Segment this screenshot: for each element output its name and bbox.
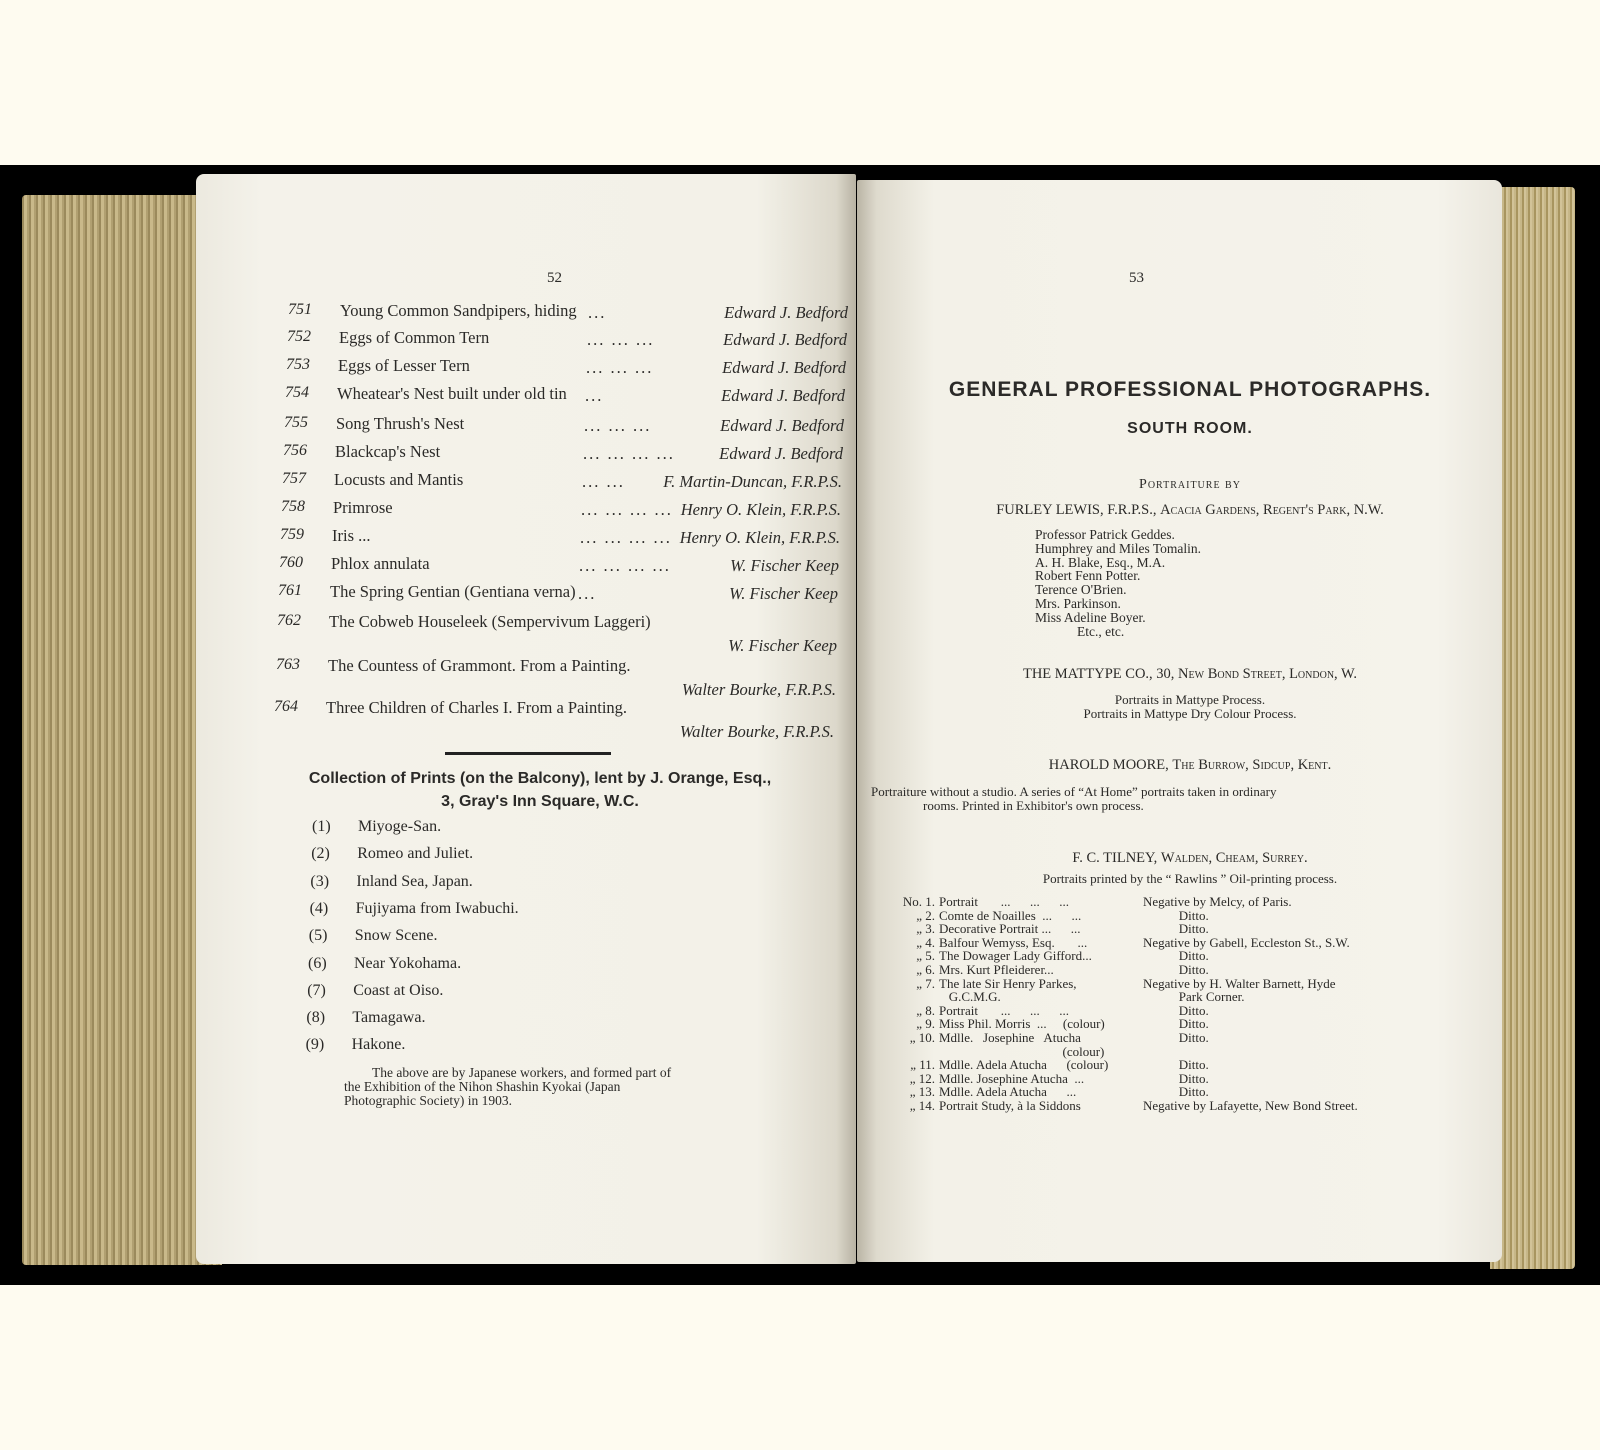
right-page-edges <box>1490 187 1575 1269</box>
item-title: Mdlle. Josephine Atucha <box>939 1029 1081 1045</box>
leader-dots: ... ... ... ... <box>579 556 671 575</box>
tilney-row <box>895 1004 1415 1018</box>
item-number: „ 6. <box>916 961 935 977</box>
item-number: „ 2. <box>916 907 935 923</box>
entry-number: 756 <box>283 442 307 459</box>
print-item <box>312 818 441 836</box>
tilney-row <box>895 1045 1415 1059</box>
item-number: „ 7. <box>916 975 935 991</box>
left-page-edges <box>22 195 222 1265</box>
item-number: „ 4. <box>916 934 935 950</box>
entry-author: W. Fischer Keep <box>730 556 839 575</box>
tilney-row <box>895 1085 1415 1099</box>
print-index: (8) <box>306 1009 326 1027</box>
item-negative: Ditto. <box>1143 961 1209 977</box>
tilney-row <box>895 895 1415 909</box>
left-page-number: 52 <box>547 270 562 286</box>
item-number: „ 8. <box>916 1002 935 1018</box>
entry-title: Eggs of Common Tern <box>339 328 490 347</box>
item-title: Mdlle. Josephine Atucha ... <box>939 1070 1085 1086</box>
mattype-heading <box>870 666 1510 683</box>
exhibitor-name: F. C. TILNEY, <box>1072 850 1158 866</box>
tilney-row <box>895 1017 1415 1031</box>
print-item <box>309 927 438 945</box>
leader-dots: ... ... ... <box>587 330 655 349</box>
entry-author: Henry O. Klein, F.R.P.S. <box>679 528 840 547</box>
right-page-number: 53 <box>1129 270 1144 286</box>
entry-title: The Spring Gentian (Gentiana verna) <box>330 582 576 601</box>
leader-dots: ... ... <box>582 472 625 491</box>
entry-author: Walter Bourke, F.R.P.S. <box>681 680 836 699</box>
print-index: (3) <box>310 872 330 890</box>
item-negative: Negative by Gabell, Eccleston St., S.W. <box>1143 934 1350 950</box>
item-title: The Dowager Lady Gifford... <box>939 948 1092 964</box>
print-name: Near Yokohama. <box>354 954 462 972</box>
entry-title: Young Common Sandpipers, hiding <box>340 301 577 320</box>
print-name: Hakone. <box>351 1036 406 1054</box>
item-title: Comte de Noailles ... ... <box>939 907 1082 923</box>
print-item <box>311 845 473 863</box>
leader-dots: ... <box>585 386 604 405</box>
print-index: (6) <box>308 954 327 972</box>
leader-dots: ... ... ... ... <box>580 528 672 547</box>
print-name: Coast at Oiso. <box>353 981 444 999</box>
item-title: Mdlle. Adela Atucha ... <box>939 1084 1077 1100</box>
item-title: Portrait Study, à la Siddons <box>939 1097 1081 1113</box>
item-title: Portrait ... ... ... <box>939 894 1069 909</box>
entry-author: W. Fischer Keep <box>728 636 837 655</box>
sitter-name: Humphrey and Miles Tomalin. <box>1035 540 1202 556</box>
sitter-name: Mrs. Parkinson. <box>1035 595 1121 611</box>
entry-author: Edward J. Bedford <box>720 416 844 435</box>
exhibitor-address: Walden, Cheam, Surrey. <box>1160 850 1308 866</box>
tilney-row <box>895 936 1415 950</box>
item-negative: Negative by H. Walter Barnett, Hyde <box>1143 975 1336 991</box>
item-negative: Ditto. <box>1143 1002 1209 1018</box>
tilney-row <box>895 963 1415 977</box>
tilney-row <box>895 949 1415 963</box>
tilney-row <box>895 922 1415 936</box>
moore-desc-line1: Portraiture without a studio. A series of “At Home” portraits taken in ordinary <box>871 784 1277 799</box>
entry-author: Edward J. Bedford <box>719 444 843 463</box>
print-name: Fujiyama from Iwabuchi. <box>355 899 519 917</box>
sitter-name: Terence O'Brien. <box>1035 582 1127 598</box>
print-item <box>308 955 461 973</box>
harold-moore-heading <box>870 757 1510 774</box>
item-number: „ 12. <box>909 1070 935 1086</box>
exhibitor-address: Acacia Gardens, Regent's Park, N.W. <box>1160 502 1384 518</box>
item-negative: Ditto. <box>1143 948 1209 964</box>
entry-author: F. Martin-Duncan, F.R.P.S. <box>663 472 842 491</box>
leader-dots: ... <box>578 584 597 603</box>
tilney-row <box>895 1099 1415 1113</box>
entry-title: Phlox annulata <box>331 554 430 573</box>
print-name: Miyoge-San. <box>358 818 442 835</box>
item-number: „ 5. <box>916 948 935 964</box>
entry-number: 753 <box>286 356 310 373</box>
item-title: Mdlle. Adela Atucha (colour) <box>939 1057 1109 1073</box>
item-title: Balfour Wemyss, Esq. ... <box>939 934 1088 950</box>
print-index: (2) <box>311 845 330 863</box>
entry-author: W. Fischer Keep <box>729 584 838 603</box>
print-item <box>310 900 519 918</box>
print-name: Tamagawa. <box>352 1009 426 1027</box>
entry-number: 762 <box>277 612 301 629</box>
entry-title: Eggs of Lesser Tern <box>338 356 470 375</box>
print-item <box>306 1036 406 1054</box>
tilney-row <box>895 990 1415 1004</box>
print-index: (4) <box>309 899 329 917</box>
item-negative: Negative by Lafayette, New Bond Street. <box>1143 1097 1358 1113</box>
entry-number: 754 <box>285 384 309 401</box>
entry-title: Three Children of Charles I. From a Painting. <box>326 698 628 717</box>
tilney-row <box>895 909 1415 923</box>
mattype-line-1: Portraits in Mattype Process. <box>1114 692 1266 707</box>
exhibitor-address: The Burrow, Sidcup, Kent. <box>1172 757 1332 773</box>
leader-dots: ... ... ... <box>586 358 654 377</box>
print-name: Inland Sea, Japan. <box>356 872 473 890</box>
sitters-list <box>1035 528 1201 638</box>
item-negative: Negative by Melcy, of Paris. <box>1143 894 1292 909</box>
item-number: „ 11. <box>910 1057 935 1073</box>
item-number: „ 3. <box>916 921 935 937</box>
tilney-desc: Portraits printed by the “ Rawlins ” Oil-printing process. <box>1042 871 1338 886</box>
tilney-heading <box>870 850 1510 867</box>
entry-author: Edward J. Bedford <box>722 358 846 377</box>
collection-title-line2: 3, Gray's Inn Square, W.C. <box>441 793 639 810</box>
furley-lewis-heading <box>870 502 1510 519</box>
item-title: Mrs. Kurt Pfleiderer... <box>939 961 1054 977</box>
entry-number: 764 <box>274 698 298 715</box>
section-rule <box>445 752 611 755</box>
item-title: G.C.M.G. <box>939 989 1001 1005</box>
print-item <box>310 873 472 891</box>
item-title: Portrait ... ... ... <box>939 1002 1069 1018</box>
entry-number: 758 <box>281 498 305 515</box>
entry-title: Locusts and Mantis <box>334 470 464 489</box>
print-name: Romeo and Juliet. <box>357 845 474 863</box>
item-title: Miss Phil. Morris ... (colour) <box>939 1016 1105 1032</box>
entry-number: 751 <box>288 301 312 318</box>
sitter-name: Professor Patrick Geddes. <box>1035 527 1175 542</box>
entry-number: 752 <box>287 328 311 345</box>
sitter-name: Etc., etc. <box>1077 623 1125 639</box>
entry-author: Edward J. Bedford <box>721 386 845 405</box>
item-negative: Ditto. <box>1143 921 1209 937</box>
exhibitor-name: FURLEY LEWIS, F.R.P.S., <box>996 502 1157 518</box>
entry-title: Primrose <box>333 498 393 517</box>
print-item <box>307 982 443 1000</box>
tilney-table <box>895 895 1415 1113</box>
item-title: Decorative Portrait ... ... <box>939 921 1081 937</box>
entry-number: 763 <box>276 656 300 673</box>
portraiture-by-label: Portraiture by <box>1139 477 1241 492</box>
item-number: „ 13. <box>909 1084 935 1100</box>
page-title: GENERAL PROFESSIONAL PHOTOGRAPHS. <box>948 378 1432 401</box>
print-name: Snow Scene. <box>354 927 438 945</box>
item-negative: Ditto. <box>1143 1016 1209 1032</box>
entry-title: The Cobweb Houseleek (Sempervivum Laggeri) <box>329 612 651 631</box>
leader-dots: ... ... ... <box>584 416 652 435</box>
item-negative: Ditto. <box>1143 1084 1209 1100</box>
leader-dots: ... ... ... ... <box>581 500 673 519</box>
moore-desc-line2: rooms. Printed in Exhibitor's own process. <box>923 798 1144 813</box>
entry-author: Edward J. Bedford <box>723 330 847 349</box>
exhibitor-address: New Bond Street, London, W. <box>1178 666 1358 682</box>
item-title: (colour) <box>939 1043 1105 1059</box>
item-number: „ 14. <box>909 1097 935 1113</box>
print-index: (7) <box>307 981 326 999</box>
mattype-line-2: Portraits in Mattype Dry Colour Process. <box>1083 706 1297 721</box>
collection-note: The above are by Japanese workers, and formed part of the Exhibition of the Nihon Shashin Kyokai (Japan Photographic Society) in 1903. <box>344 1065 672 1108</box>
item-negative: Ditto. <box>1143 1057 1209 1073</box>
print-item <box>306 1009 425 1027</box>
item-negative: Ditto. <box>1143 1070 1209 1086</box>
entry-title: Wheatear's Nest built under old tin <box>337 384 567 403</box>
item-negative: Park Corner. <box>1143 989 1245 1005</box>
entry-number: 759 <box>280 526 304 543</box>
room-subtitle: SOUTH ROOM. <box>1127 420 1253 437</box>
entry-author: Walter Bourke, F.R.P.S. <box>679 722 834 741</box>
entry-author: Henry O. Klein, F.R.P.S. <box>680 500 841 519</box>
entry-number: 761 <box>278 582 302 599</box>
entry-number: 757 <box>282 470 306 487</box>
leader-dots: ... ... ... ... <box>583 444 675 463</box>
print-index: (1) <box>312 818 331 835</box>
entry-title: Iris ... <box>332 526 371 545</box>
item-negative: Ditto. <box>1143 907 1209 923</box>
tilney-row <box>895 1058 1415 1072</box>
print-index: (9) <box>305 1036 325 1054</box>
exhibitor-name: THE MATTYPE CO., 30, <box>1022 666 1175 682</box>
item-number: „ 10. <box>909 1029 935 1045</box>
entry-number: 755 <box>284 414 308 431</box>
entry-title: The Countess of Grammont. From a Painting. <box>328 656 631 675</box>
entry-title: Song Thrush's Nest <box>336 414 465 433</box>
leader-dots: ... <box>588 303 607 322</box>
sitter-name: Miss Adeline Boyer. <box>1035 609 1146 625</box>
item-title: The late Sir Henry Parkes, <box>939 975 1077 991</box>
sitter-name: Robert Fenn Potter. <box>1035 568 1141 584</box>
tilney-row <box>895 1031 1415 1045</box>
entry-number: 760 <box>279 554 303 571</box>
sitter-name: A. H. Blake, Esq., M.A. <box>1035 554 1166 570</box>
item-negative: Ditto. <box>1143 1029 1209 1045</box>
exhibitor-name: HAROLD MOORE, <box>1048 757 1169 773</box>
entry-title: Blackcap's Nest <box>335 442 441 461</box>
entry-author: Edward J. Bedford <box>724 303 848 322</box>
item-number: „ 9. <box>916 1016 935 1032</box>
collection-title <box>270 767 810 813</box>
tilney-row <box>895 1072 1415 1086</box>
collection-title-line1: Collection of Prints (on the Balcony), lent by J. Orange, Esq., <box>308 770 772 787</box>
item-number: No. 1. <box>902 894 935 909</box>
print-index: (5) <box>308 927 328 945</box>
tilney-row <box>895 977 1415 991</box>
